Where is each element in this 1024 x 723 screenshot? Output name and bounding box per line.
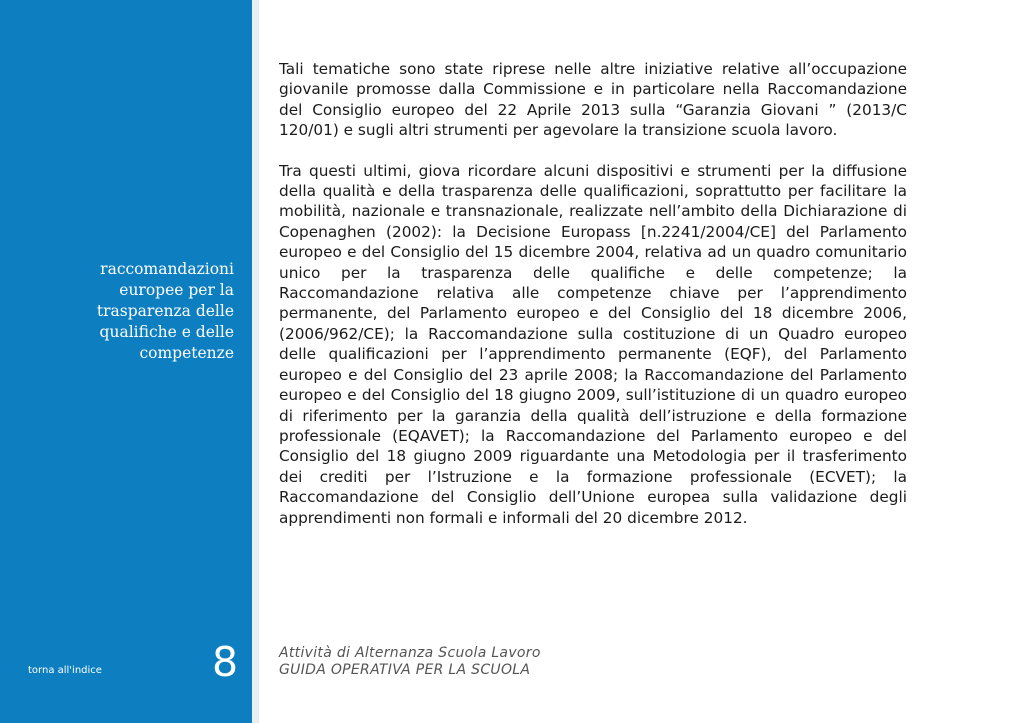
- sidebar-note-line: raccomandazioni: [100, 260, 234, 278]
- main-content: [279, 59, 907, 548]
- sidebar-note-line: europee per la: [119, 281, 234, 299]
- footer-title-line2: GUIDA OPERATIVA PER LA SCUOLA: [279, 662, 531, 678]
- sidebar-note-line: trasparenza delle: [96, 302, 234, 320]
- back-to-index-link[interactable]: torna all'indice: [28, 665, 102, 676]
- footer-title-line1: Attività di Alternanza Scuola Lavoro: [279, 645, 541, 661]
- body-paragraph: Tra questi ultimi, giova ricordare alcuni dispositivi e strumenti per la diffusione della qualità e della trasparenza delle qualificazioni, soprattutto per facilitare la mobilità, nazionale e transnazionale, realizzate nell’ambito della Dichiarazione di Copenaghen (2002): la Decisione Europass [n.2241/2004/CE] del Parlamento europeo e del Consiglio del 15 dicembre 2004, relativa ad un quadro comunitario unico per la trasparenza delle qualifiche e delle competenze; la Raccomandazione relativa alle competenze chiave per l’apprendimento permanente, del Parlamento europeo e del Consiglio del 18 dicembre 2006, (2006/962/CE); la Raccomandazione sulla costituzione di un Quadro europeo delle qualificazioni per l’apprendimento permanente (EQF), del Parlamento europeo e del Consiglio del 23 aprile 2008; la Raccomandazione del Parlamento europeo e del Consiglio del 18 giugno 2009, sull’istituzione di un quadro europeo di riferimento per la garanzia della qualità dell’istruzione e della formazione professionale (EQAVET); la Raccomandazione del Parlamento europeo e del Consiglio del 18 giugno 2009 riguardante una Metodologia per il trasferimento dei crediti per l’Istruzione e la formazione professionale (ECVET); la Raccomandazione del Consiglio dell’Unione europea sulla validazione degli apprendimenti non formali e informali del 20 dicembre 2012.: [279, 161, 907, 527]
- footer-title: [279, 645, 541, 679]
- page-number: 8: [212, 638, 239, 686]
- sidebar-divider: [252, 0, 259, 723]
- sidebar-note-line: qualifiche e delle: [99, 323, 234, 341]
- sidebar-note: [14, 259, 234, 364]
- sidebar-note-line: competenze: [139, 344, 234, 362]
- sidebar: [0, 0, 252, 723]
- body-paragraph: Tali tematiche sono state riprese nelle altre iniziative relative all’occupazione giovanile promosse dalla Commissione e in particolare nella Raccomandazione del Consiglio europeo del 22 Aprile 2013 sulla “Garanzia Giovani ” (2013/C 120/01) e sugli altri strumenti per agevolare la transizione scuola lavoro.: [279, 60, 907, 140]
